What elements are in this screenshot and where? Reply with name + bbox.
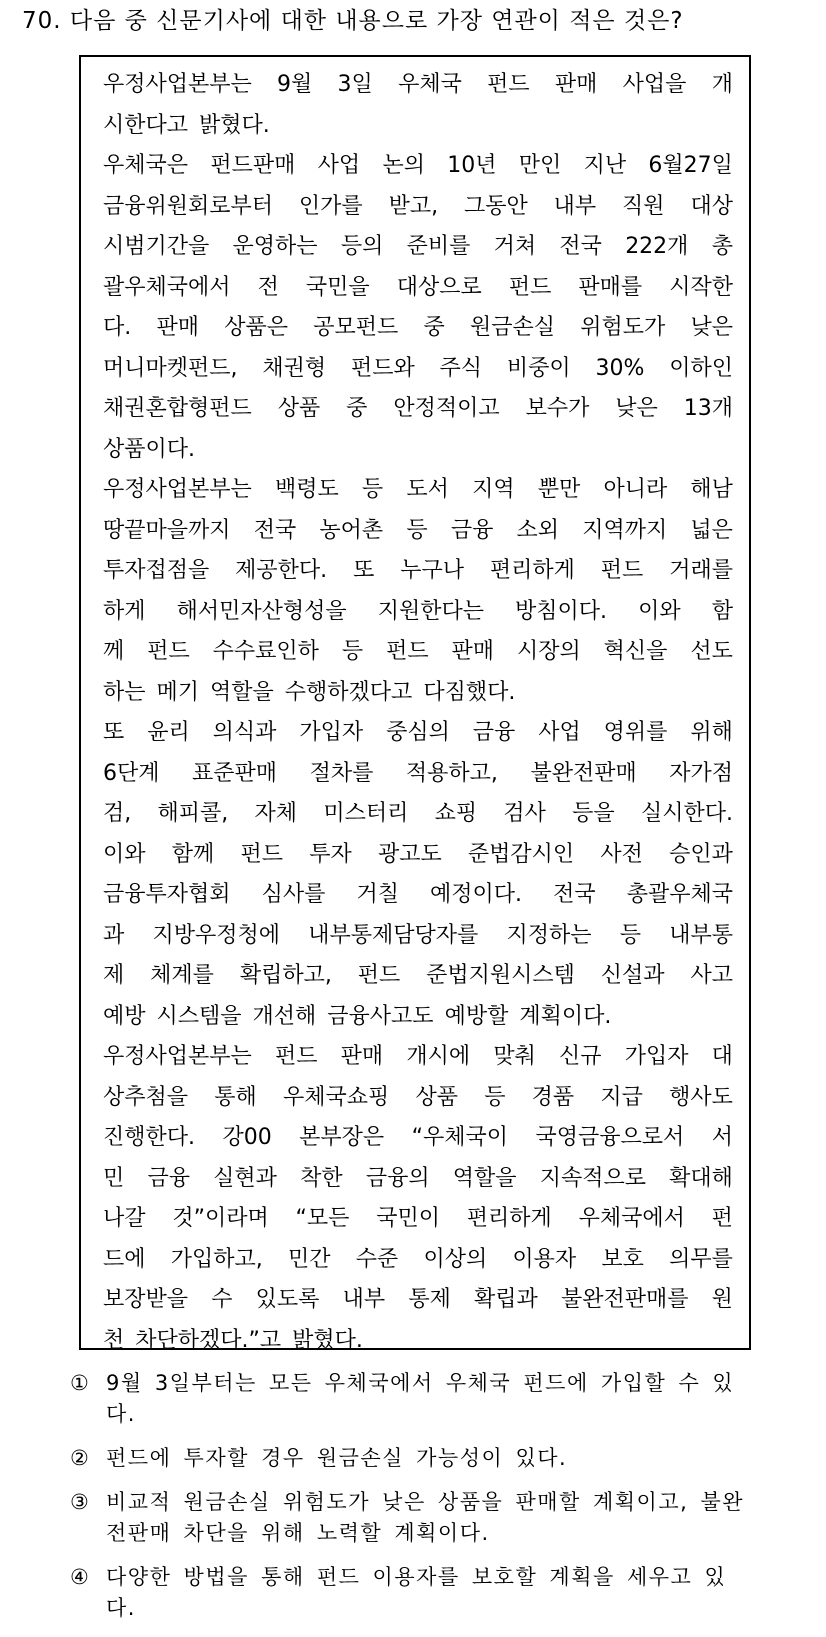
article-word: 펀 [711,1206,733,1231]
article-word: 역할을 [210,679,274,705]
article-word: 위험도가 [580,315,666,340]
article-word: 채권형 [262,355,327,381]
article-word: 국민이 [376,1206,440,1231]
article-word: 계획이다. [519,1003,612,1029]
article-word: 금융 [450,517,494,543]
article-word: 함 [711,598,733,624]
article-word: 거칠 [356,882,399,907]
article-word: 맞춰 [493,1044,536,1069]
article-word: 이와 [638,598,681,624]
choice-number: ① [70,1371,89,1395]
article-word: 영위를 [603,720,668,745]
article-word: 자가점 [669,760,733,786]
article-word: 낮은 [690,315,733,340]
article-word: 내부통제담당자를 [308,922,479,948]
article-word: 밝혔다. [292,1327,363,1353]
article-word: 시범기간을 [103,234,210,259]
article-word: 보장받을 [103,1287,189,1312]
article-word: 전 [257,274,279,300]
article-word: 이하인 [669,355,733,381]
article-word: 중 [423,315,445,340]
article-word: 해서민자산형성을 [176,598,347,624]
article-word: 확대해 [669,1165,733,1191]
article-word: 시한다고 [103,112,189,138]
article-word: 서 [711,1125,733,1150]
choice-text: 비교적 원금손실 위험도가 낮은 상품을 판매할 계획이고, 불완전판매 차단을 위해 노력할 계획이다. [106,1490,745,1545]
article-word: 쇼핑 [434,801,478,826]
article-line [103,106,733,147]
article-word: 또 [103,720,125,745]
article-word: 9월 [277,72,313,97]
article-word: 확립하고, [239,963,332,988]
article-word: 거래를 [669,558,733,583]
article-word: 미스터리 [323,801,409,826]
article-word: 상추첨을 [103,1084,189,1110]
article-line [103,308,733,349]
article-word: 투자접점을 [103,558,210,583]
article-word: 개선해 [252,1003,317,1029]
article-word: 누구나 [400,558,464,583]
article-word: 자체 [254,801,298,826]
article-word: 적용하고, [405,760,498,786]
article-word: 지원한다는 [377,598,484,624]
article-word: 차단하겠다.”고 [135,1327,282,1353]
article-word: 금융의 [365,1165,430,1191]
article-line [103,227,733,268]
article-word: 원 [711,1287,733,1312]
choice-text: 9월 3일부터는 모든 우체국에서 우체국 펀드에 가입할 수 있다. [106,1371,735,1426]
article-word: 통제 [408,1287,451,1312]
article-word: 행사도 [669,1084,733,1110]
article-word: 금융 [472,720,516,745]
article-word: 본부장은 [299,1125,385,1150]
article-word: 우체국 [398,72,462,97]
article-line [103,389,733,430]
article-word: 가입하고, [170,1246,263,1272]
article-word: 해피콜, [157,801,229,826]
article-word: 천 [103,1327,125,1353]
article-word: 개 [711,72,733,97]
article-line [103,1199,733,1240]
article-word: 판매 [451,639,495,664]
choice-text: 다양한 방법을 통해 펀드 이용자를 보호할 계획을 세우고 있다. [106,1565,727,1620]
article-word: 준법감시인 [467,841,575,867]
article-word: 전국 [559,234,602,259]
article-word: 등 [406,517,428,543]
article-word: 드에 [103,1246,146,1272]
article-word: 등 [619,922,641,948]
article-word: 다. [103,315,132,340]
article-word: 확립과 [474,1287,538,1312]
article-word: 판매 [340,1044,384,1069]
article-word: 해남 [690,477,733,502]
article-line [103,551,733,592]
article-word: 역할을 [452,1165,517,1191]
article-word: 편리하게 [489,558,575,583]
article-word: 괄우체국에서 [103,274,231,300]
article-word: 지난 [583,153,627,178]
article-word: 원금손실 [469,315,555,340]
article-word: 주식 [439,355,483,381]
article-word: 내부통 [669,922,733,948]
article-word: 절차를 [309,760,374,786]
article-word: 등을 [572,801,615,826]
article-word: 실시한다. [640,801,733,826]
article-word: 내부 [342,1287,386,1312]
article-word: 윤리 [147,720,190,745]
article-word: 수 [211,1287,233,1312]
article-word: 편리하게 [466,1206,552,1231]
article-word: 넓은 [690,517,733,543]
article-word: 지급 [600,1084,643,1110]
article-word: 222개 [625,234,689,259]
article-word: 그동안 [463,193,528,219]
article-word: 의식과 [212,720,277,745]
article-word: 사업을 [622,72,687,97]
article-word: 나갈 [103,1206,146,1231]
article-word: 6월27일 [648,153,733,178]
article-word: 방침이다. [515,598,608,624]
article-word: 펀드 [274,1044,318,1069]
article-word: 상품 [277,396,321,421]
article-word: 이와 [103,841,146,867]
article-word: 전국 [253,517,297,543]
article-line [103,916,733,957]
article-word: 민 [103,1165,125,1191]
article-word: 경품 [531,1084,575,1110]
article-word: 강00 [222,1125,272,1150]
article-line [103,1240,733,1281]
article-word: 안정적이고 [393,396,500,421]
article-line [103,592,733,633]
article-word: 머니마켓펀드, [103,355,238,381]
article-word: 광고도 [377,841,442,867]
choice-4[interactable] [70,1562,750,1624]
article-line [103,1280,733,1321]
article-line [103,1118,733,1159]
article-word: 30% [595,355,645,381]
article-line [103,1159,733,1200]
article-line [103,1078,733,1119]
article-word: 6단계 [103,760,160,786]
article-word: 국민을 [305,274,370,300]
choice-text: 펀드에 투자할 경우 원금손실 가능성이 있다. [106,1446,568,1470]
article-word: 상품 [415,1084,458,1110]
article-word: 직원 [622,193,665,219]
article-word: “모든 [295,1206,350,1231]
article-word: 10년 [447,153,497,178]
article-word: 판매를 [578,274,643,300]
article-line [103,673,733,714]
article-word: 국영금융으로서 [535,1125,685,1150]
article-line [103,470,733,511]
choice-1[interactable] [70,1368,750,1430]
article-word: 투자 [309,841,352,867]
article-line [103,1037,733,1078]
article-word: 펀드 [147,639,190,664]
article-word: 체계를 [150,963,214,988]
question-title: 70. 다음 중 신문기사에 대한 내용으로 가장 연관이 적은 것은? [22,8,684,34]
article-word: 판매 [156,315,199,340]
article-word: 다짐했다. [423,679,516,705]
article-word: 아니라 [603,477,668,502]
article-line [103,754,733,795]
article-word: 중심의 [386,720,450,745]
article-word: 펀드 [386,639,429,664]
article-word: 예방할 [444,1003,509,1029]
article-word: 예정이다. [430,882,523,907]
article-word: 지속적으로 [539,1165,646,1191]
article-word: 도서 [406,477,449,502]
article-word: 총 [711,234,733,259]
article-word: 우정사업본부는 [103,1044,252,1069]
article-word: 대상 [690,193,733,219]
article-word: 등 [341,639,364,664]
choice-number: ③ [70,1490,89,1514]
article-line [103,794,733,835]
article-word: 준비를 [406,234,471,259]
article-word: 진행한다. [103,1125,196,1150]
article-word: 하게 [103,598,146,624]
article-line [103,511,733,552]
article-word: 13개 [683,396,733,421]
article-word: 착한 [300,1165,343,1191]
article-word: 펀드와 [350,355,415,381]
article-word: 있도록 [255,1287,320,1312]
article-word: 이용자 [512,1246,577,1272]
article-word: 제 [103,963,125,988]
article-word: 표준판매 [192,760,278,786]
article-word: 판매 [554,72,598,97]
article-word: 예방 [103,1003,146,1029]
article-word: 펀드 [240,841,283,867]
article-word: 낮은 [615,396,658,421]
article-word: 땅끝마을까지 [103,517,231,543]
article-word: 지방우정청에 [152,922,280,948]
article-word: 가입자 [624,1044,689,1069]
article-word: 전국 [553,882,596,907]
choice-3[interactable] [70,1487,750,1549]
choice-2[interactable] [70,1443,750,1474]
article-word: 운영하는 [232,234,318,259]
article-word: 심사를 [261,882,326,907]
article-word: 밝혔다. [199,112,270,138]
article-word: 수수료인하 [212,639,319,664]
article-line [103,349,733,390]
article-word: 등의 [340,234,384,259]
article-word: 우체국쇼핑 [282,1084,390,1110]
article-text [103,65,733,1361]
article-word: 만인 [518,153,562,178]
article-word: 총괄우체국 [626,882,733,907]
article-word: 가입자 [299,720,364,745]
article-word: 거쳐 [493,234,537,259]
article-line [103,997,733,1038]
answer-choices [70,1368,750,1637]
article-word: 사고 [690,963,733,988]
article-word: 제공한다. [235,558,328,583]
article-word: 개시에 [406,1044,471,1069]
article-word: “우체국이 [411,1125,509,1150]
article-word: 채권혼합형펀드 [103,396,252,421]
article-word: 3일 [337,72,373,97]
article-word: 시작한 [669,274,733,300]
article-word: 시장의 [516,639,581,664]
article-word: 수행하겠다고 [284,679,413,705]
article-word: 소외 [516,517,560,543]
article-word: 백령도 [274,477,339,502]
article-word: 사전 [600,841,643,867]
article-word: 펀드 [487,72,530,97]
article-word: 함께 [171,841,215,867]
article-word: 우체국에서 [578,1206,685,1231]
article-word: 대 [711,1044,733,1069]
article-word: 것”이라며 [172,1206,269,1231]
choice-number: ② [70,1446,89,1470]
article-word: 보수가 [525,396,590,421]
article-word: 수준 [355,1246,399,1272]
article-word: 금융사고도 [327,1003,434,1029]
article-word: 께 [103,639,125,664]
article-word: 통해 [214,1084,257,1110]
article-word: 위해 [690,720,733,745]
article-word: 금융투자협회 [103,882,231,907]
article-word: 우정사업본부는 [103,72,252,97]
article-line [103,713,733,754]
article-word: 민간 [287,1246,331,1272]
article-word: 공모펀드 [313,315,399,340]
article-word: 또 [353,558,375,583]
article-word: 펀드 [357,963,401,988]
article-word: 금융 [147,1165,190,1191]
article-word: 하는 [103,679,146,705]
article-line [103,268,733,309]
article-word: 혁신을 [603,639,668,664]
article-word: 메기 [156,679,200,705]
article-word: 펀드 [600,558,644,583]
article-word: 받고, [388,193,439,219]
article-word: 대상으로 [396,274,482,300]
article-line [103,430,733,471]
article-word: 선도 [690,639,733,664]
article-word: 금융위원회로부터 [103,193,274,219]
article-word: 시스템을 [156,1003,242,1029]
article-line [103,1321,733,1362]
article-word: 등 [361,477,384,502]
article-word: 지역 [472,477,515,502]
article-word: 불완전판매 [530,760,637,786]
choice-number: ④ [70,1565,89,1589]
article-word: 인가를 [298,193,363,219]
article-line [103,956,733,997]
article-word: 상품은 [224,315,288,340]
article-word: 불완전판매를 [560,1287,689,1312]
article-word: 지역까지 [582,517,668,543]
article-word: 검사 [503,801,546,826]
article-word: 상품이다. [103,436,196,462]
article-line [103,632,733,673]
article-word: 준법지원시스템 [426,963,575,988]
article-word: 농어촌 [319,517,384,543]
article-word: 논의 [382,153,425,178]
article-word: 펀드 [508,274,552,300]
article-line [103,875,733,916]
article-word: 비중이 [506,355,571,381]
article-box [79,55,751,1353]
article-line [103,835,733,876]
article-word: 의무를 [669,1246,733,1272]
article-word: 이상의 [423,1246,488,1272]
article-word: 지정하는 [506,922,592,948]
article-word: 신규 [559,1044,602,1069]
article-word: 우정사업본부는 [103,477,252,502]
article-word: 펀드판매 [210,153,296,178]
article-word: 등 [484,1084,506,1110]
article-line [103,146,733,187]
article-word: 실현과 [213,1165,277,1191]
article-word: 승인과 [669,841,733,867]
article-line [103,187,733,228]
article-word: 뿐만 [537,477,581,502]
article-word: 과 [103,922,125,948]
article-word: 사업 [538,720,581,745]
article-line [103,65,733,106]
article-word: 보호 [601,1246,644,1272]
article-word: 우체국은 [103,153,189,178]
article-word: 검, [103,801,132,826]
article-word: 내부 [553,193,597,219]
article-word: 신설과 [600,963,665,988]
article-word: 사업 [317,153,361,178]
article-word: 중 [346,396,368,421]
